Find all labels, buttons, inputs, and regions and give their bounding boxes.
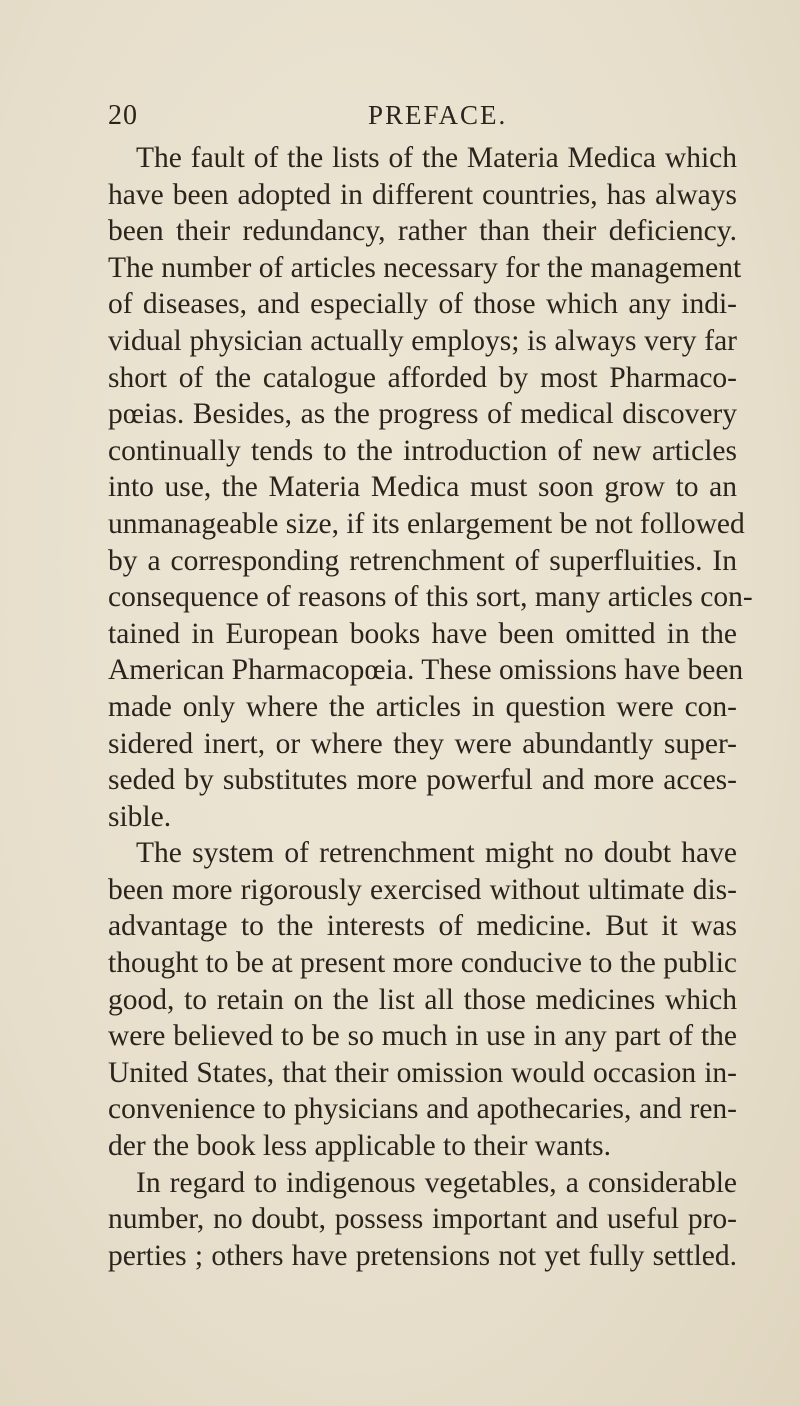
body-text (108, 140, 753, 1274)
text-line: United States, that their omission would occasion in- (108, 1056, 737, 1089)
text-line: American Pharmacopœia. These omissions have been (108, 654, 744, 687)
text-line: short of the catalogue afforded by most Pharmaco- (108, 361, 737, 394)
text-line: seded by substitutes more powerful and more acces- (108, 764, 737, 797)
text-line: perties ; others have pretensions not yet fully settled. (108, 1239, 737, 1272)
text-line: good, to retain on the list all those medicines which (108, 983, 737, 1016)
text-line: In regard to indigenous vegetables, a considerable (136, 1166, 737, 1199)
paragraph-1 (108, 140, 753, 835)
text-line: number, no doubt, possess important and useful pro- (108, 1203, 737, 1236)
text-line: sible. (108, 800, 172, 833)
text-line: been more rigorously exercised without ultimate dis- (108, 873, 737, 906)
text-line: by a corresponding retrenchment of superfluities. In (108, 544, 737, 577)
text-line: sidered inert, or where they were abundantly super- (108, 727, 737, 760)
text-line: convenience to physicians and apothecaries, and ren- (108, 1093, 737, 1126)
text-line: der the book less applicable to their wants. (108, 1130, 611, 1163)
text-line: advantage to the interests of medicine. But it was (108, 910, 737, 943)
text-line: of diseases, and especially of those which any indi- (108, 288, 737, 321)
text-line: vidual physician actually employs; is always very far (108, 324, 737, 357)
text-line: thought to be at present more conducive to the public (108, 947, 737, 980)
text-line: were believed to be so much in use in any part of the (108, 1020, 737, 1053)
text-line: have been adopted in different countries, has always (108, 178, 737, 211)
running-head (108, 100, 748, 140)
paragraph-3 (108, 1165, 737, 1275)
text-line: made only where the articles in question were con- (108, 690, 737, 723)
text-line: consequence of reasons of this sort, many articles con- (108, 581, 753, 614)
text-line: The system of retrenchment might no doubt have (136, 837, 737, 870)
text-line: been their redundancy, rather than their deficiency. (108, 215, 737, 248)
running-title: PREFACE. (368, 100, 508, 130)
text-line: tained in European books have been omitted in the (108, 617, 737, 650)
paragraph-2 (108, 835, 737, 1164)
page-number: 20 (108, 100, 138, 131)
text-line: continually tends to the introduction of new articles (108, 434, 737, 467)
text-line: pœias. Besides, as the progress of medical discovery (108, 398, 737, 431)
text-line: unmanageable size, if its enlargement be not followed (108, 507, 745, 540)
text-line: The fault of the lists of the Materia Medica which (136, 142, 737, 174)
text-line: into use, the Materia Medica must soon grow to an (108, 471, 737, 504)
text-line: The number of articles necessary for the management (108, 251, 742, 284)
